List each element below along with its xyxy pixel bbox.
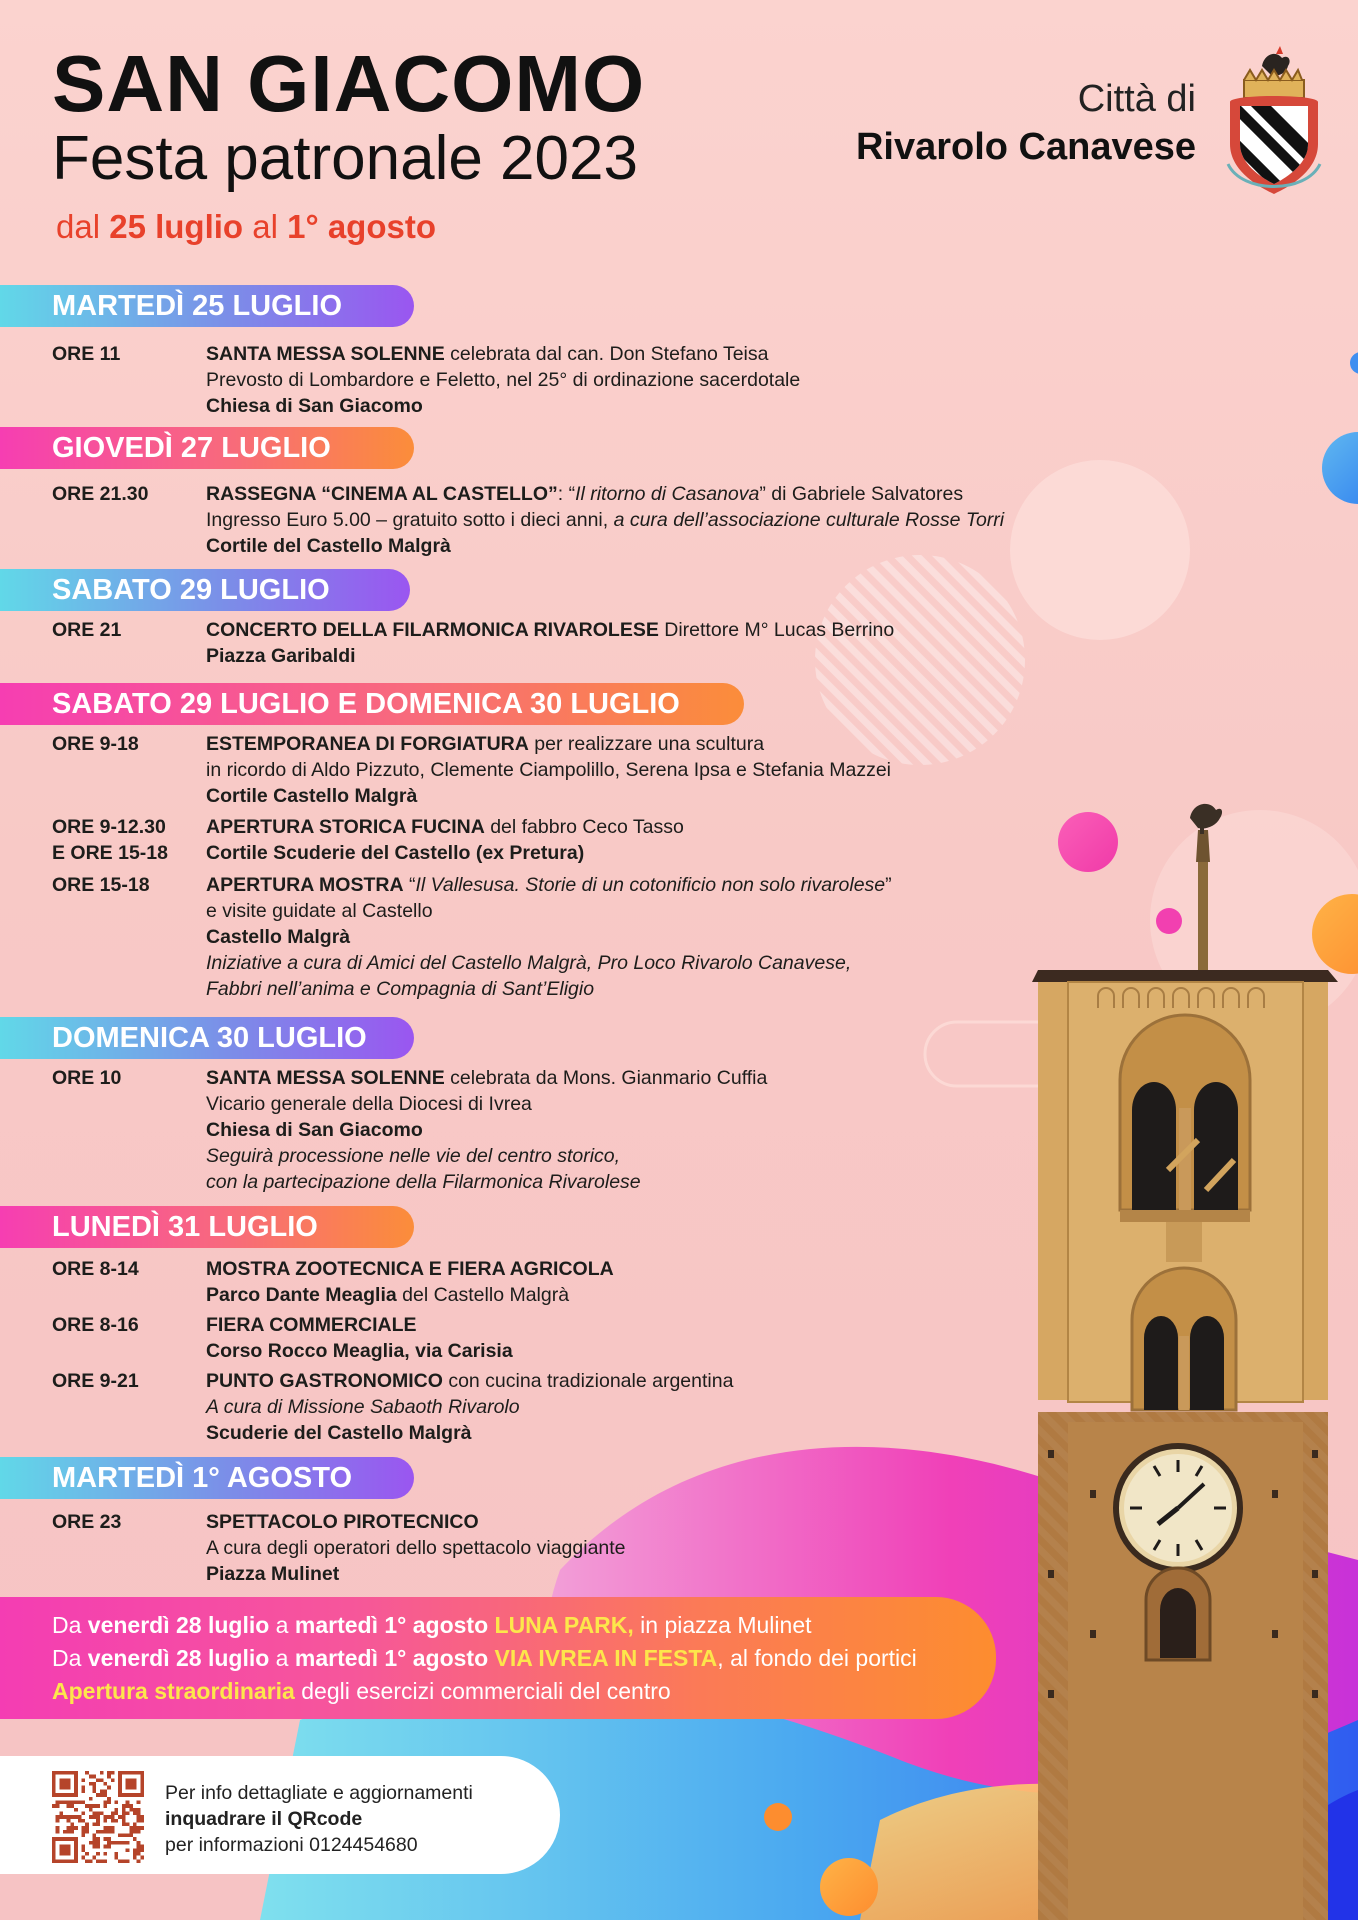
band-segment: VIA IVREA IN FESTA (494, 1645, 718, 1671)
band-segment: LUNA PARK, (494, 1612, 634, 1638)
event-line-segment: Chiesa di San Giacomo (206, 395, 423, 417)
event-line-segment: MOSTRA ZOOTECNICA E FIERA AGRICOLA (206, 1258, 614, 1280)
day-header: SABATO 29 LUGLIO E DOMENICA 30 LUGLIO (0, 683, 744, 725)
dates-al: al (252, 208, 278, 245)
event-line (206, 898, 1186, 924)
event-description (206, 731, 1186, 809)
event-line-segment: del Castello Malgrà (396, 1284, 570, 1306)
event-line (206, 643, 1186, 669)
event-description (206, 341, 1186, 419)
event-description (206, 481, 1186, 559)
event-line-segment: Cortile Castello Malgrà (206, 785, 418, 807)
event-line (206, 757, 1186, 783)
info-line-1: Per info dettagliate e aggiornamenti (165, 1782, 473, 1804)
event-line (206, 814, 1186, 840)
event-line (206, 976, 1186, 1002)
day-header: GIOVEDÌ 27 LUGLIO (0, 427, 414, 469)
bubble-orange-small (764, 1803, 792, 1831)
event-line-segment: APERTURA STORICA FUCINA (206, 816, 485, 838)
event-line-segment: Vicario generale della Diocesi di Ivrea (206, 1093, 532, 1115)
event-line-segment: Ingresso Euro 5.00 – gratuito sotto i dieci anni, (206, 509, 614, 531)
event-time-line: ORE 11 (52, 343, 121, 365)
event-subtitle: Festa patronale 2023 (52, 124, 638, 193)
event-line-segment: Il Vallesusa. Storie di un cotonificio non solo rivarolese (415, 874, 886, 896)
dates-start: 25 luglio (109, 208, 244, 245)
event-line (206, 341, 1186, 367)
band-segment: a (269, 1645, 295, 1671)
event-line-segment: Filarmonica Rivarolese (442, 1171, 641, 1193)
band-line (52, 1609, 996, 1642)
event-line (206, 1368, 1186, 1394)
event-line-segment: del fabbro Ceco Tasso (484, 816, 684, 838)
band-segment: martedì 1° agosto (294, 1645, 489, 1671)
event-line-segment: ” (885, 874, 892, 896)
event-line-segment: FIERA COMMERCIALE (206, 1314, 417, 1336)
event-line-segment: Prevosto di Lombardore e Feletto, nel 25° di ordinazione sacerdotale (206, 369, 801, 391)
band-segment: , al fondo dei portici (717, 1645, 917, 1671)
band-segment: venerdì 28 luglio (87, 1645, 270, 1671)
event-line (206, 617, 1186, 643)
event-line (206, 481, 1186, 507)
event-time-line: ORE 9-18 (52, 733, 139, 755)
event-time (52, 1065, 202, 1091)
event-line-segment: Cortile Scuderie del Castello (ex Pretura) (206, 842, 585, 864)
band-segment: venerdì 28 luglio (87, 1612, 270, 1638)
event-line-segment: in ricordo di Aldo Pizzuto, Clemente Ciampolillo, Serena Ipsa e Stefania Mazzei (206, 759, 892, 781)
event-time (52, 617, 202, 643)
event-time (52, 341, 202, 367)
event-line (206, 1312, 1186, 1338)
event-line-segment: Direttore M° Lucas Berrino (658, 619, 895, 641)
event-line-segment: SANTA MESSA SOLENNE (206, 343, 445, 365)
event-line-segment: SPETTACOLO PIROTECNICO (206, 1511, 479, 1533)
event-line-segment: A cura di Missione Sabaoth Rivarolo (206, 1396, 520, 1418)
event-line (206, 533, 1186, 559)
event-line (206, 367, 1186, 393)
event-time-line: ORE 15-18 (52, 874, 150, 896)
event-line-segment: celebrata da Mons. Gianmario Cuffia (444, 1067, 768, 1089)
event-line-segment: “ (403, 874, 416, 896)
event-line (206, 1169, 1186, 1195)
event-line-segment: celebrata dal can. Don Stefano Teisa (444, 343, 769, 365)
city-name: Rivarolo Canavese (855, 126, 1196, 168)
event-line-segment: Piazza Mulinet (206, 1563, 340, 1585)
event-line-segment: per realizzare una scultura (528, 733, 765, 755)
band-segment: Apertura straordinaria (52, 1678, 295, 1704)
event-line (206, 1420, 1186, 1446)
day-header: DOMENICA 30 LUGLIO (0, 1017, 414, 1059)
event-line (206, 1561, 1186, 1587)
event-time (52, 731, 202, 757)
event-line (206, 393, 1186, 419)
city-prefix: Città di (1077, 78, 1196, 120)
event-line (206, 872, 1186, 898)
band-segment: a (269, 1612, 295, 1638)
city-crest-icon (1222, 44, 1326, 204)
event-line (206, 924, 1186, 950)
event-line-segment: RASSEGNA “CINEMA AL CASTELLO” (206, 483, 558, 505)
event-line (206, 1256, 1186, 1282)
event-time (52, 481, 202, 507)
event-line-segment: Parco Dante Meaglia (206, 1284, 397, 1306)
band-segment: degli esercizi commerciali del centro (294, 1678, 671, 1704)
event-line-segment: a cura dell’associazione culturale Rosse Torri (613, 509, 1005, 531)
event-line (206, 783, 1186, 809)
event-line-segment: Corso Rocco Meaglia, via Carisia (206, 1340, 513, 1362)
event-line-segment: con la partecipazione della (206, 1171, 443, 1193)
info-line-3: per informazioni 0124454680 (165, 1834, 418, 1856)
event-line (206, 840, 1186, 866)
event-dates (56, 208, 436, 246)
event-line-segment: Chiesa di San Giacomo (206, 1119, 423, 1141)
event-title: SAN GIACOMO (52, 39, 646, 128)
event-line (206, 1117, 1186, 1143)
dates-end: 1° agosto (287, 208, 436, 245)
day-header: LUNEDÌ 31 LUGLIO (0, 1206, 414, 1248)
event-line (206, 1143, 1186, 1169)
event-time-line: ORE 8-14 (52, 1258, 139, 1280)
event-description (206, 1368, 1186, 1446)
event-line-segment: : “ (557, 483, 576, 505)
event-description (206, 1256, 1186, 1308)
event-line (206, 731, 1186, 757)
event-time-line: ORE 8-16 (52, 1314, 139, 1336)
event-line-segment: Scuderie del Castello Malgrà (206, 1422, 472, 1444)
event-line-segment: CONCERTO DELLA FILARMONICA RIVAROLESE (206, 619, 659, 641)
event-line-segment: Cortile del Castello Malgrà (206, 535, 451, 557)
event-line (206, 1065, 1186, 1091)
event-line-segment: SANTA MESSA SOLENNE (206, 1067, 445, 1089)
event-line-segment: con cucina tradizionale argentina (442, 1370, 734, 1392)
event-time-line: ORE 21.30 (52, 483, 149, 505)
event-line (206, 1535, 1186, 1561)
event-time-line: ORE 23 (52, 1511, 122, 1533)
event-line-segment: A cura degli operatori dello spettacolo viaggiante (206, 1537, 626, 1559)
info-line-2: inquadrare il QRcode (165, 1808, 363, 1830)
band-lines (52, 1609, 996, 1708)
info-box (0, 1756, 560, 1874)
event-line-segment: PUNTO GASTRONOMICO (206, 1370, 443, 1392)
event-line-segment: Il ritorno di Casanova (575, 483, 760, 505)
event-line (206, 1394, 1186, 1420)
event-time (52, 1256, 202, 1282)
band-segment: Da (52, 1645, 88, 1671)
event-description (206, 1509, 1186, 1587)
event-line (206, 1509, 1186, 1535)
event-description (206, 617, 1186, 669)
event-line-segment: Seguirà processione nelle vie del centro storico, (206, 1145, 621, 1167)
event-description (206, 872, 1186, 1002)
event-time (52, 872, 202, 898)
event-time (52, 1312, 202, 1338)
qr-code-icon[interactable] (52, 1771, 144, 1863)
info-text (165, 1780, 473, 1858)
dates-dal: dal (56, 208, 101, 245)
band-line (52, 1642, 996, 1675)
event-line (206, 950, 1186, 976)
event-description (206, 814, 1186, 866)
event-time-line: ORE 9-21 (52, 1370, 139, 1392)
event-line-segment: APERTURA MOSTRA (206, 874, 404, 896)
bubble-orange-bottom (820, 1858, 878, 1916)
event-line (206, 1282, 1186, 1308)
event-time-line: ORE 9-12.30 (52, 816, 166, 838)
extra-events-band (0, 1597, 996, 1719)
day-header: SABATO 29 LUGLIO (0, 569, 410, 611)
day-header: MARTEDÌ 25 LUGLIO (0, 285, 414, 327)
event-description (206, 1312, 1186, 1364)
event-description (206, 1065, 1186, 1195)
band-line (52, 1675, 996, 1708)
event-time (52, 814, 202, 866)
event-time-line: ORE 10 (52, 1067, 122, 1089)
band-segment: Da (52, 1612, 88, 1638)
event-time (52, 1368, 202, 1394)
event-line-segment: e visite guidate al Castello (206, 900, 433, 922)
event-line-segment: Iniziative a cura di Amici del Castello Malgrà, Pro Loco Rivarolo Canavese, (206, 952, 852, 974)
event-line (206, 1091, 1186, 1117)
band-segment: martedì 1° agosto (294, 1612, 489, 1638)
event-line-segment: Piazza Garibaldi (206, 645, 356, 667)
event-line-segment: ” di Gabriele Salvatores (759, 483, 964, 505)
event-line (206, 507, 1186, 533)
event-time (52, 1509, 202, 1535)
band-segment: in piazza Mulinet (633, 1612, 812, 1638)
event-line (206, 1338, 1186, 1364)
event-time-line: ORE 21 (52, 619, 122, 641)
event-time-line: E ORE 15-18 (52, 842, 168, 864)
event-line-segment: Castello Malgrà (206, 926, 351, 948)
event-line-segment: ESTEMPORANEA DI FORGIATURA (206, 733, 529, 755)
day-header: MARTEDÌ 1° AGOSTO (0, 1457, 414, 1499)
event-line-segment: Fabbri nell’anima e Compagnia di Sant’Eligio (206, 978, 595, 1000)
